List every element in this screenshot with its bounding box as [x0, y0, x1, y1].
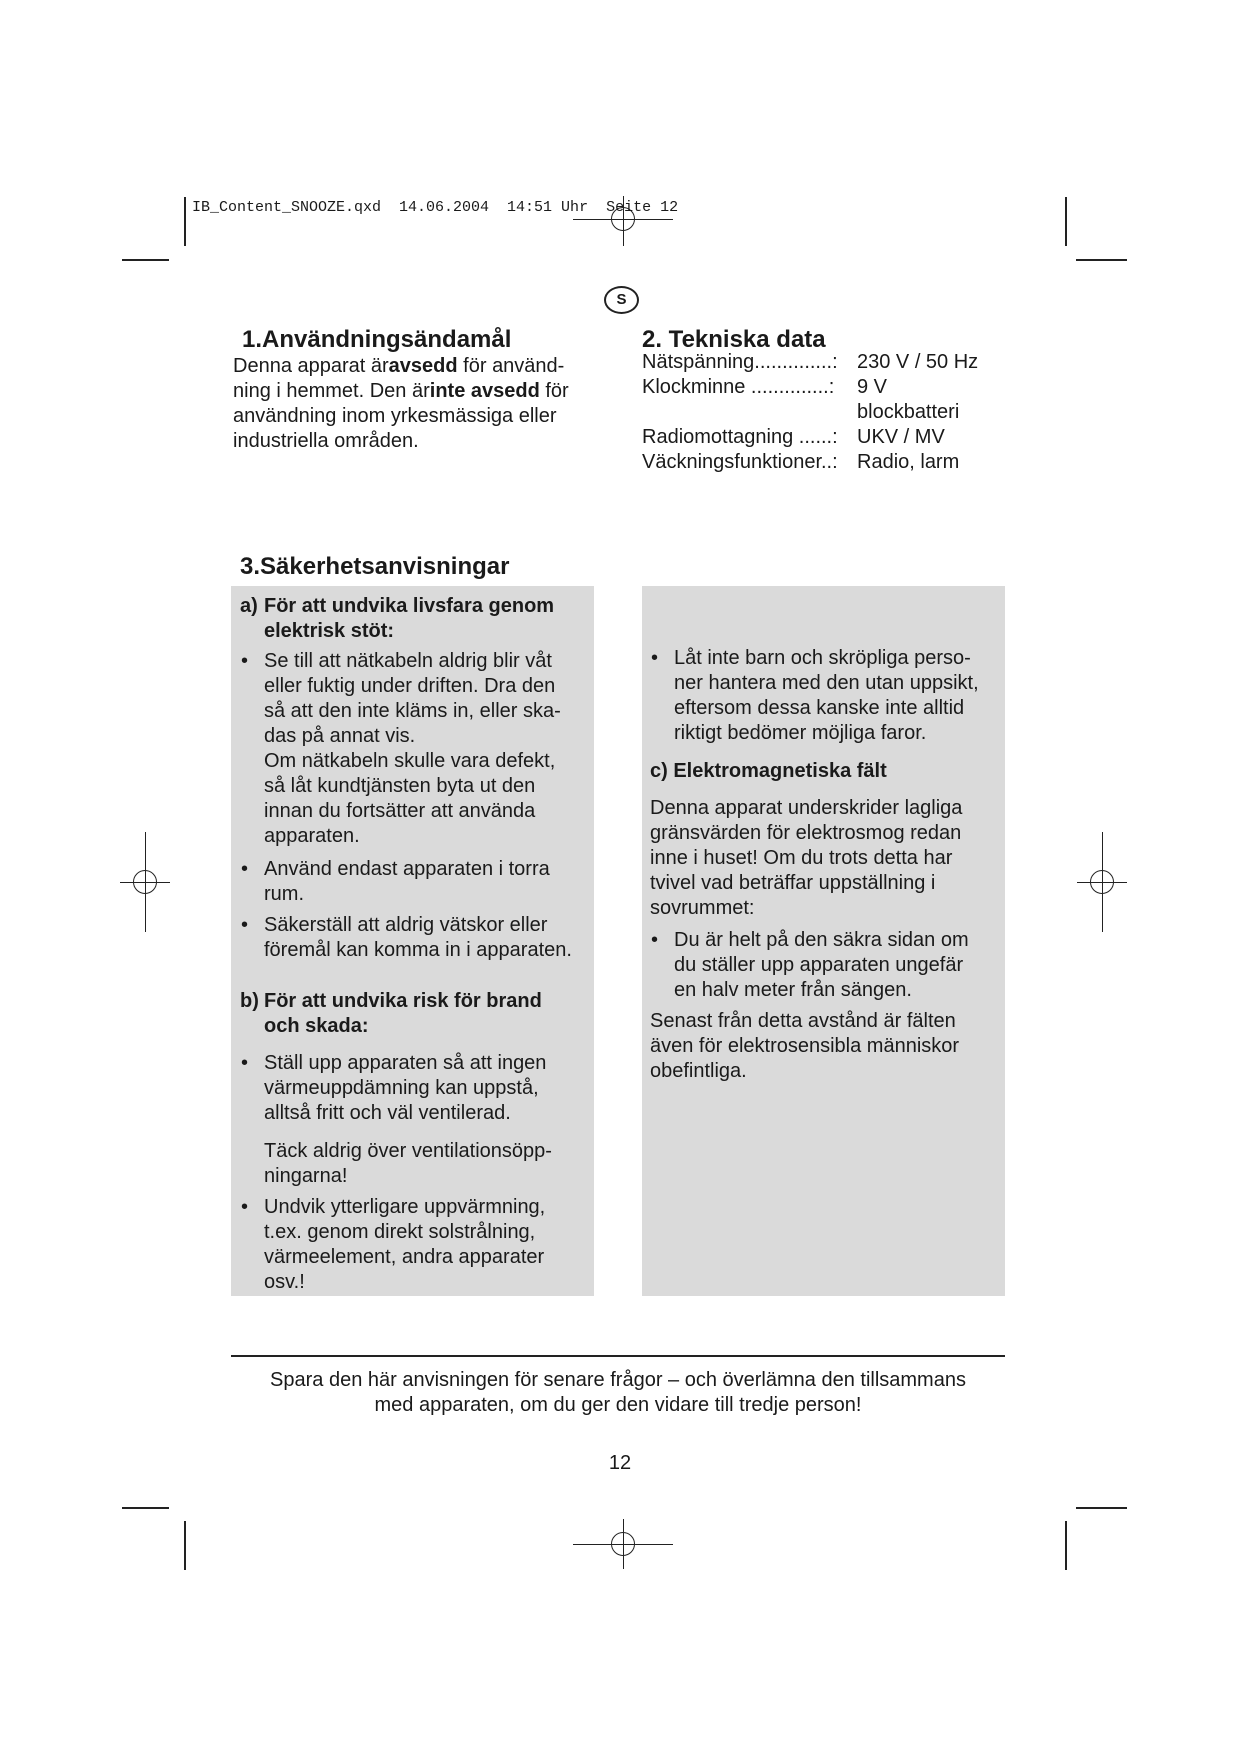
section1-title: 1.Användningsändamål [242, 326, 512, 353]
bullet-icon: • [241, 858, 249, 880]
registration-mark-left [120, 832, 170, 932]
emphasis: avsedd [388, 355, 458, 377]
section2-title: 2. Tekniska data [642, 326, 826, 353]
tech-row [642, 350, 1012, 375]
bullet-icon: • [241, 1196, 249, 1218]
registration-mark-right [1077, 832, 1127, 932]
text: för användning inom yrkesmässiga eller industriella områden. [233, 380, 569, 452]
subsection-c-heading: c) Elektromagnetiska fält [650, 760, 887, 782]
footer-note: Spara den här anvisningen för senare frågor – och överlämna den tillsammans med apparaten, om du ger den vidare till tredje person! [270, 1369, 966, 1416]
crop-mark [122, 259, 169, 261]
crop-mark [1065, 197, 1067, 246]
print-header: IB_Content_SNOOZE.qxd 14.06.2004 14:51 Uhr Seite 12 [192, 199, 679, 216]
tech-label: Radiomottagning ......: [642, 426, 838, 448]
bullet-text: Undvik ytterligare uppvärmning, t.ex. genom direkt solstrålning, värmeelement, andra apparater osv.! [264, 1196, 546, 1293]
bullet-text: Se till att nätkabeln aldrig blir våt eller fuktig under driften. Dra den så att den inte kläms in, eller ska- das på annat vis. Om nätkabeln skulle vara defekt, så låt kundtjänsten byta ut den innan du fortsätter att använda apparaten. [264, 650, 561, 847]
tech-label: Klockminne ..............: [642, 376, 835, 398]
bullet-text: Du är helt på den säkra sidan om du ställer upp apparaten ungefär en halv meter från sängen. [674, 929, 969, 1001]
crop-mark [1076, 259, 1127, 261]
emphasis: inte avsedd [429, 380, 540, 402]
section3-title: 3.Säkerhetsanvisningar [240, 553, 510, 580]
section1-body [233, 354, 603, 454]
tech-row [642, 425, 1012, 450]
tech-value: Radio, larm [857, 451, 960, 473]
bullet-icon: • [241, 914, 249, 936]
bullet-icon: • [651, 929, 659, 951]
page-number: 12 [608, 1452, 632, 1474]
language-badge-label: S [616, 291, 627, 308]
tech-value: UKV / MV [857, 426, 945, 448]
crop-mark [122, 1507, 169, 1509]
crop-mark [1076, 1507, 1127, 1509]
subsection-b-heading: För att undvika risk för brand och skada: [264, 990, 542, 1037]
paragraph: Denna apparat underskrider lagliga gränsvärden för elektrosmog redan inne i huset! Om du trots detta har tvivel vad beträffar uppställning i sovrummet: [650, 797, 963, 919]
crop-mark [1065, 1521, 1067, 1570]
bullet-text: Ställ upp apparaten så att ingen värmeuppdämning kan uppstå, alltså fritt och väl ventilerad. [264, 1052, 547, 1124]
text: Denna apparat är [233, 355, 389, 377]
bullet-icon: • [651, 647, 659, 669]
note-text: Täck aldrig över ventilationsöpp- ningarna! [264, 1140, 552, 1187]
paragraph: Senast från detta avstånd är fälten även för elektrosensibla människor obefintliga. [650, 1010, 960, 1082]
tech-data-table [642, 350, 1012, 475]
subsection-a-prefix: a) [240, 595, 258, 617]
tech-value: 9 V blockbatteri [857, 376, 960, 423]
bullet-icon: • [241, 650, 249, 672]
bullet-text: Använd endast apparaten i torra rum. [264, 858, 550, 905]
bullet-text: Säkerställ att aldrig vätskor eller föremål kan komma in i apparaten. [264, 914, 572, 961]
tech-label: Nätspänning..............: [642, 351, 838, 373]
bullet-text: Låt inte barn och skröpliga perso- ner hantera med den utan uppsikt, eftersom dessa kanske inte alltid riktigt bedömer möjliga faror. [674, 647, 979, 744]
crop-mark [184, 1521, 186, 1570]
registration-mark-bottom [573, 1519, 673, 1569]
text: för använd- ning i hemmet. Den är [233, 355, 565, 402]
footer-rule [231, 1355, 1005, 1357]
subsection-b-prefix: b) [240, 990, 259, 1012]
tech-row [642, 450, 1012, 475]
language-badge [604, 286, 639, 314]
crop-mark [184, 197, 186, 246]
tech-value: 230 V / 50 Hz [857, 351, 979, 373]
bullet-icon: • [241, 1052, 249, 1074]
tech-row [642, 375, 1012, 425]
tech-label: Väckningsfunktioner..: [642, 451, 838, 473]
subsection-a-heading: För att undvika livsfara genom elektrisk stöt: [264, 595, 555, 642]
